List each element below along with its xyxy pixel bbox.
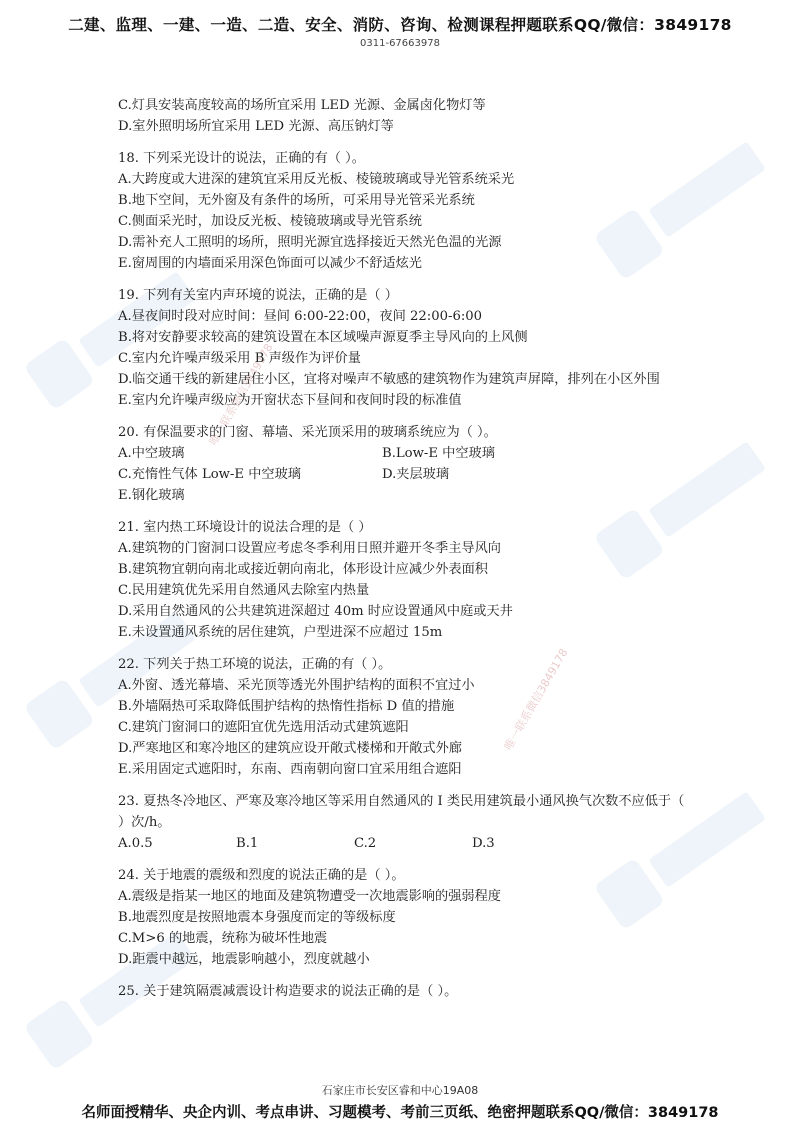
question-stem: 23. 夏热冬冷地区、严寒及寒冷地区等采用自然通风的 I 类民用建筑最小通风换气次数不应低于（ ）次/h。	[118, 794, 685, 830]
lead-options	[118, 95, 690, 137]
question-18	[118, 148, 690, 274]
question-stem: 19. 下列有关室内声环境的说法，正确的是（ ）	[118, 288, 398, 303]
option-e: E.窗周围的内墙面采用深色饰面可以减少不舒适炫光	[118, 256, 422, 271]
footer-address: 石家庄市长安区睿和中心19A08	[321, 1084, 479, 1097]
option-c: C.民用建筑优先采用自然通风去除室内热量	[118, 583, 370, 598]
question-stem: 21. 室内热工环境设计的说法合理的是（ ）	[118, 520, 372, 535]
option-d: D.距震中越远，地震影响越小，烈度就越小	[118, 952, 370, 967]
option-c: C.侧面采光时，加设反光板、棱镜玻璃或导光管系统	[118, 214, 422, 229]
watermark-text: 唯一联系微信3849178	[501, 646, 571, 753]
question-22	[118, 654, 690, 780]
question-stem: 18. 下列采光设计的说法，正确的有（ ）。	[118, 151, 365, 166]
options-row	[118, 443, 690, 464]
option-c: C.充惰性气体 Low-E 中空玻璃	[118, 467, 301, 482]
question-21	[118, 517, 690, 643]
option-c: C.建筑门窗洞口的遮阳宜优先选用活动式建筑遮阳	[118, 720, 409, 735]
option-a: A.外窗、透光幕墙、采光顶等透光外围护结构的面积不宜过小	[118, 678, 475, 693]
options-row	[118, 833, 690, 854]
question-24	[118, 865, 690, 970]
option-d: D.需补充人工照明的场所，照明光源宜选择接近天然光色温的光源	[118, 235, 502, 250]
question-content	[118, 95, 690, 1002]
option-e: E.采用固定式遮阳时，东南、西南朝向窗口宜采用组合遮阳	[118, 762, 462, 777]
option-d: D.临交通干线的新建居住小区，宜将对噪声不敏感的建筑物作为建筑声屏障，排列在小区外围	[118, 372, 660, 387]
option-c: C.2	[354, 836, 377, 851]
option-b: B.外墙隔热可采取降低围护结构的热惰性指标 D 值的措施	[118, 699, 455, 714]
options-row	[118, 464, 690, 485]
option-a: A.中空玻璃	[118, 446, 185, 461]
question-stem: 20. 有保温要求的门窗、幕墙、采光顶采用的玻璃系统应为（ ）。	[118, 425, 497, 440]
option-a: A.建筑物的门窗洞口设置应考虑冬季利用日照并避开冬季主导风向	[118, 541, 501, 556]
option-d: D.3	[472, 836, 495, 851]
question-23	[118, 791, 690, 854]
option-e: E.未设置通风系统的居住建筑，户型进深不应超过 15m	[118, 625, 443, 640]
footer-slogan: 名师面授精华、央企内训、考点串讲、习题模考、考前三页纸、绝密押题联系QQ/微信：3849178	[81, 1105, 719, 1121]
question-stem: 24. 关于地震的震级和烈度的说法正确的是（ ）。	[118, 868, 405, 883]
watermark-text: 唯一联系微信3849178	[206, 341, 276, 448]
option-b: B.1	[236, 836, 259, 851]
question-stem: 25. 关于建筑隔震减震设计构造要求的说法正确的是（ ）。	[118, 984, 458, 999]
option-d: D.夹层玻璃	[382, 467, 450, 482]
option-a: A.0.5	[118, 836, 153, 851]
header-phone: 0311-67663978	[360, 38, 440, 49]
option-c: C.灯具安装高度较高的场所宜采用 LED 光源、金属卤化物灯等	[118, 98, 486, 113]
option-b: B.将对安静要求较高的建筑设置在本区域噪声源夏季主导风向的上风侧	[118, 330, 528, 345]
option-a: A.大跨度或大进深的建筑宜采用反光板、棱镜玻璃或导光管系统采光	[118, 172, 515, 187]
question-stem: 22. 下列关于热工环境的说法，正确的有（ ）。	[118, 657, 392, 672]
option-d: D.室外照明场所宜采用 LED 光源、高压钠灯等	[118, 119, 394, 134]
question-20	[118, 422, 690, 506]
header-title: 二建、监理、一建、一造、二造、安全、消防、咨询、检测课程押题联系QQ/微信：3849178	[68, 16, 732, 34]
option-b: B.地震烈度是按照地震本身强度而定的等级标度	[118, 910, 396, 925]
option-d: D.严寒地区和寒冷地区的建筑应设开敞式楼梯和开敞式外廊	[118, 741, 462, 756]
option-d: D.采用自然通风的公共建筑进深超过 40m 时应设置通风中庭或天井	[118, 604, 513, 619]
option-a: A.昼夜间时段对应时间：昼间 6:00-22:00，夜间 22:00-6:00	[118, 309, 483, 324]
option-c: C.M>6 的地震，统称为破坏性地震	[118, 931, 328, 946]
option-b: B.地下空间，无外窗及有条件的场所，可采用导光管采光系统	[118, 193, 475, 208]
option-c: C.室内允许噪声级采用 B 声级作为评价量	[118, 351, 361, 366]
option-e: E.室内允许噪声级应为开窗状态下昼间和夜间时段的标准值	[118, 393, 462, 408]
option-e: E.钢化玻璃	[118, 488, 185, 503]
option-b: B.建筑物宜朝向南北或接近朝向南北，体形设计应减少外表面积	[118, 562, 488, 577]
question-25	[118, 981, 690, 1002]
option-a: A.震级是指某一地区的地面及建筑物遭受一次地震影响的强弱程度	[118, 889, 501, 904]
option-b: B.Low-E 中空玻璃	[382, 446, 495, 461]
question-19	[118, 285, 690, 411]
